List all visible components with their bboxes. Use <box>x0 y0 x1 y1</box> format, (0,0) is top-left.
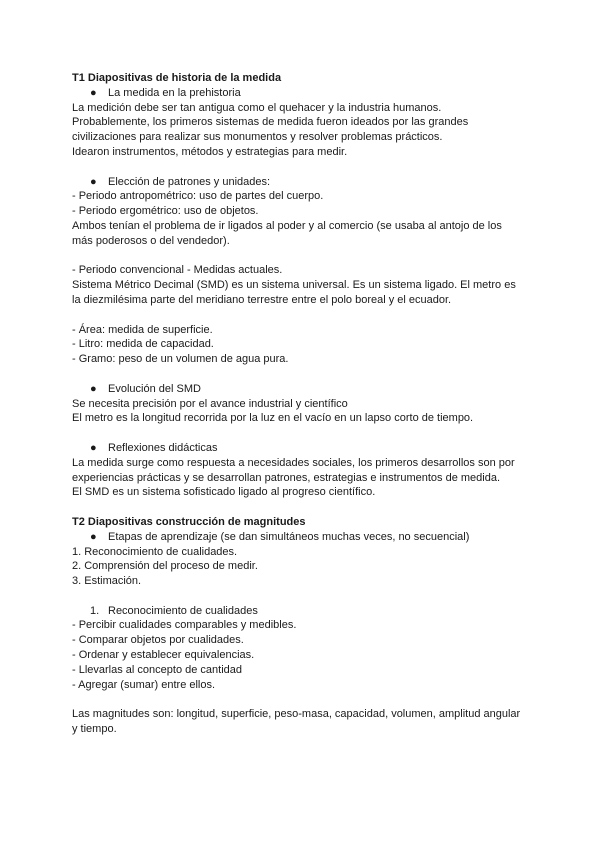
paragraph-line: - Periodo antropométrico: uso de partes del cuerpo. <box>72 190 324 203</box>
paragraph-line: Idearon instrumentos, métodos y estrategias para medir. <box>72 145 348 158</box>
bullet-icon: ● <box>90 441 97 454</box>
subheading: Reflexiones didácticas <box>108 441 218 454</box>
bullet-icon: ● <box>90 382 97 395</box>
paragraph-line: experiencias prácticas y se desarrollan patrones, estrategias e instrumentos de medida. <box>72 471 501 484</box>
paragraph-line: - Gramo: peso de un volumen de agua pura. <box>72 353 289 366</box>
bullet-icon: ● <box>90 86 97 99</box>
subheading: Elección de patrones y unidades: <box>108 175 271 188</box>
paragraph-line: más poderosos o del vendedor). <box>72 234 230 247</box>
list-item: - Ordenar y establecer equivalencias. <box>72 649 255 662</box>
numbered-item <box>72 604 532 619</box>
paragraph-line: - Periodo ergométrico: uso de objetos. <box>72 205 259 218</box>
paragraph-line: Probablemente, los primeros sistemas de medida fueron ideados por las grandes <box>72 116 469 129</box>
list-item: 3. Estimación. <box>72 575 142 588</box>
paragraph-line: La medida surge como respuesta a necesidades sociales, los primeros desarrollos son por <box>72 456 515 469</box>
bullet-item <box>72 441 532 456</box>
list-item: - Comparar objetos por cualidades. <box>72 634 244 647</box>
section-title-t2: T2 Diapositivas construcción de magnitudes <box>72 515 306 528</box>
section-title-t1: T1 Diapositivas de historia de la medida <box>72 72 282 84</box>
paragraph-line: - Periodo convencional - Medidas actuales. <box>72 264 283 277</box>
bullet-item <box>72 175 532 190</box>
list-item: - Llevarlas al concepto de cantidad <box>72 663 242 676</box>
bullet-icon: ● <box>90 530 97 543</box>
paragraph-line: civilizaciones para realizar sus monumentos y resolver problemas prácticos. <box>72 131 443 144</box>
paragraph-line: - Área: medida de superficie. <box>72 323 213 336</box>
paragraph-line: - Litro: medida de capacidad. <box>72 338 214 351</box>
paragraph-line: El SMD es un sistema sofisticado ligado al progreso científico. <box>72 486 376 499</box>
paragraph-line: Ambos tenían el problema de ir ligados al poder y al comercio (se usaba al antojo de los <box>72 219 502 232</box>
paragraph-line: Se necesita precisión por el avance industrial y científico <box>72 397 348 410</box>
paragraph-line: y tiempo. <box>72 723 117 736</box>
bullet-icon: ● <box>90 175 97 188</box>
item-number: 1. <box>90 604 100 617</box>
paragraph-line: La medición debe ser tan antigua como el quehacer y la industria humanos. <box>72 101 442 114</box>
bullet-item <box>72 382 532 397</box>
bullet-item <box>72 530 532 545</box>
document-page <box>72 71 532 737</box>
bullet-item <box>72 86 532 101</box>
list-item: 1. Reconocimiento de cualidades. <box>72 545 238 558</box>
paragraph-line: Sistema Métrico Decimal (SMD) es un sistema universal. Es un sistema ligado. El metro es <box>72 279 516 292</box>
subheading: Reconocimiento de cualidades <box>108 604 258 617</box>
subheading: Etapas de aprendizaje (se dan simultáneos muchas veces, no secuencial) <box>108 530 470 543</box>
subheading: Evolución del SMD <box>108 382 201 395</box>
list-item: 2. Comprensión del proceso de medir. <box>72 560 258 573</box>
subheading: La medida en la prehistoria <box>108 86 241 99</box>
paragraph-line: El metro es la longitud recorrida por la luz en el vacío en un lapso corto de tiempo. <box>72 412 474 425</box>
list-item: - Agregar (sumar) entre ellos. <box>72 678 216 691</box>
list-item: - Percibir cualidades comparables y medibles. <box>72 619 297 632</box>
paragraph-line: la diezmilésima parte del meridiano terrestre entre el polo boreal y el ecuador. <box>72 293 452 306</box>
paragraph-line: Las magnitudes son: longitud, superficie, peso-masa, capacidad, volumen, amplitud angular <box>72 708 521 721</box>
